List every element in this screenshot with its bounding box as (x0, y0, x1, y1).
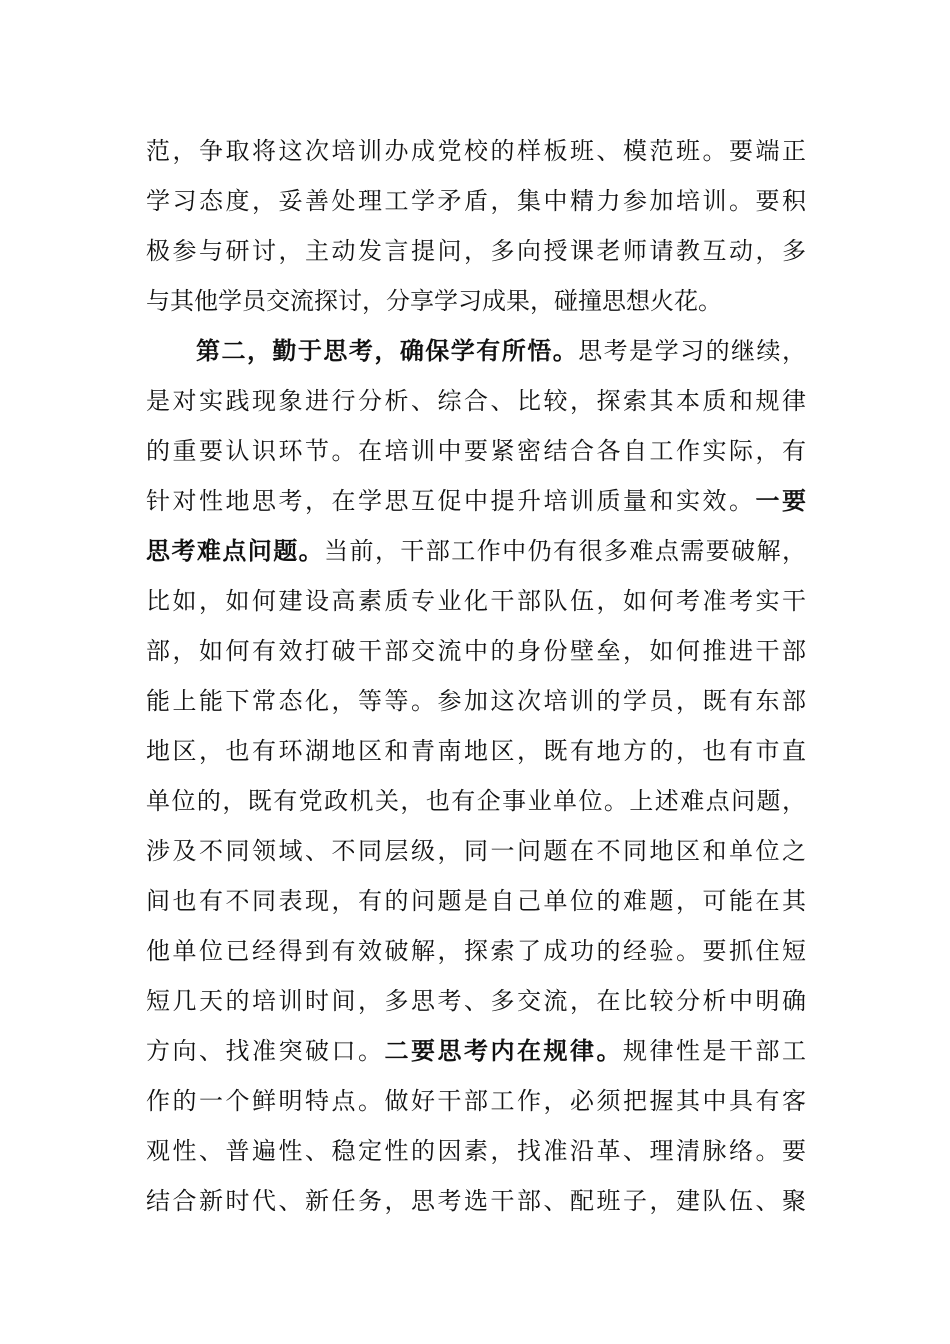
bold-text-segment: 一要 (755, 487, 806, 515)
text-segment: 地区，也有环湖地区和青南地区，既有地方的，也有市直 (146, 737, 806, 765)
text-line (146, 876, 806, 926)
text-segment: 当前，干部工作中仍有很多难点需要破解， (324, 537, 807, 565)
text-line (146, 776, 806, 826)
body-text (146, 126, 806, 1226)
text-segment: 短几天的培训时间，多思考、多交流，在比较分析中明确 (146, 987, 806, 1015)
text-line (146, 926, 806, 976)
text-line (146, 1176, 806, 1226)
text-line (146, 676, 806, 726)
text-line (146, 326, 806, 376)
bold-text-segment: 二要思考内在规律。 (384, 1037, 623, 1065)
text-line (146, 376, 806, 426)
text-line (146, 1126, 806, 1176)
text-segment: 单位的，既有党政机关，也有企事业单位。上述难点问题， (146, 787, 806, 815)
text-segment: 是对实践现象进行分析、综合、比较，探索其本质和规律 (146, 387, 806, 415)
text-line (146, 126, 806, 176)
text-segment: 他单位已经得到有效破解，探索了成功的经验。要抓住短 (146, 937, 806, 965)
text-segment: 的重要认识环节。在培训中要紧密结合各自工作实际，有 (146, 437, 806, 465)
text-segment: 间也有不同表现，有的问题是自己单位的难题，可能在其 (146, 887, 806, 915)
text-line (146, 276, 806, 326)
text-line (146, 226, 806, 276)
text-segment: 思考是学习的继续， (578, 337, 807, 365)
text-segment: 范，争取将这次培训办成党校的样板班、模范班。要端正 (146, 137, 806, 165)
text-segment: 部，如何有效打破干部交流中的身份壁垒，如何推进干部 (146, 637, 806, 665)
text-line (146, 476, 806, 526)
text-segment: 涉及不同领域、不同层级，同一问题在不同地区和单位之 (146, 837, 806, 865)
text-segment: 针对性地思考，在学思互促中提升培训质量和实效。 (146, 487, 756, 515)
text-segment: 方向、找准突破口。 (146, 1037, 385, 1065)
text-line (146, 426, 806, 476)
text-segment: 规律性是干部工 (623, 1037, 806, 1065)
text-segment: 比如，如何建设高素质专业化干部队伍，如何考准考实干 (146, 587, 806, 615)
text-segment: 结合新时代、新任务，思考选干部、配班子，建队伍、聚 (146, 1187, 806, 1215)
text-line (146, 1026, 806, 1076)
text-line (146, 826, 806, 876)
text-segment: 学习态度，妥善处理工学矛盾，集中精力参加培训。要积 (146, 187, 806, 215)
text-line (146, 576, 806, 626)
text-segment: 极参与研讨，主动发言提问，多向授课老师请教互动，多 (146, 237, 806, 265)
bold-text-segment: 思考难点问题。 (146, 537, 325, 565)
text-line (146, 626, 806, 676)
text-segment: 作的一个鲜明特点。做好干部工作，必须把握其中具有客 (146, 1087, 806, 1115)
text-line (146, 726, 806, 776)
text-segment: 能上能下常态化，等等。参加这次培训的学员，既有东部 (146, 687, 806, 715)
text-segment: 观性、普遍性、稳定性的因素，找准沿革、理清脉络。要 (146, 1137, 806, 1165)
text-line (146, 1076, 806, 1126)
bold-text-segment: 第二，勤于思考，确保学有所悟。 (196, 337, 579, 365)
text-segment: 与其他学员交流探讨，分享学习成果，碰撞思想火花。 (146, 287, 722, 315)
text-line (146, 976, 806, 1026)
text-line (146, 526, 806, 576)
text-line (146, 176, 806, 226)
